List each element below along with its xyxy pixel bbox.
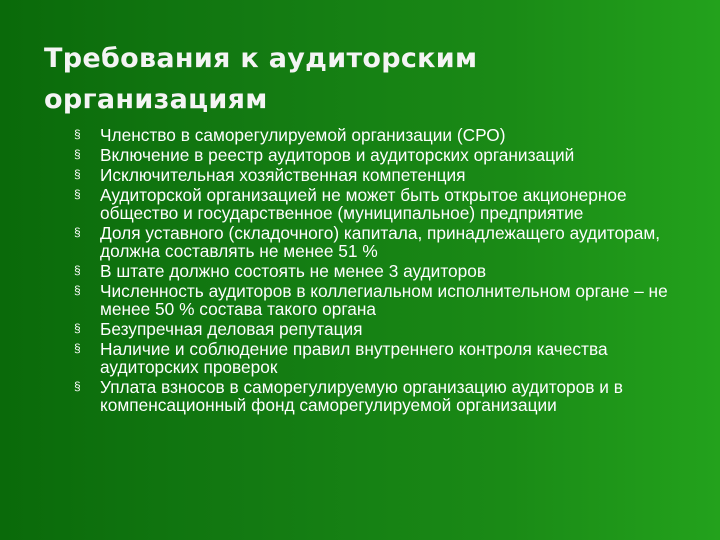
slide-title: Требования к аудиторским организациям [44,43,478,115]
list-item [74,184,704,222]
list-item [74,280,704,318]
bullet-icon: § [74,341,81,355]
bullet-icon: § [74,187,81,201]
bullet-icon: § [74,379,81,393]
list-item-text: Исключительная хозяйственная компетенция [100,165,466,185]
list-item-text: Наличие и соблюдение правил внутреннего контроля качества аудиторских проверок [100,339,608,377]
list-item-text: Аудиторской организацией не может быть открытое акционерное общество и государственное (муниципальное) предприятие [100,185,627,223]
list-item [74,222,704,260]
requirements-list [74,124,704,414]
list-item [74,124,704,144]
list-item [74,338,704,376]
list-item-text: Безупречная деловая репутация [100,319,363,339]
list-item [74,376,704,414]
list-item-text: Уплата взносов в саморегулируемую организацию аудиторов и в компенсационный фонд саморегулируемой организации [100,377,623,415]
list-item-text: Членство в саморегулируемой организации (СРО) [100,125,506,145]
list-item-text: Численность аудиторов в коллегиальном исполнительном органе – не менее 50 % состава такого органа [100,281,668,319]
bullet-icon: § [74,263,81,277]
bullet-icon: § [74,321,81,335]
bullet-icon: § [74,225,81,239]
bullet-icon: § [74,167,81,181]
list-item-text: Доля уставного (складочного) капитала, принадлежащего аудиторам, должна составлять не менее 51 % [100,223,661,261]
bullet-icon: § [74,147,81,161]
list-item [74,164,704,184]
list-item-text: Включение в реестр аудиторов и аудиторских организаций [100,145,575,165]
bullet-icon: § [74,127,81,141]
list-item [74,260,704,280]
list-item-text: В штате должно состоять не менее 3 аудиторов [100,261,487,281]
list-item [74,318,704,338]
list-item [74,144,704,164]
bullet-icon: § [74,283,81,297]
